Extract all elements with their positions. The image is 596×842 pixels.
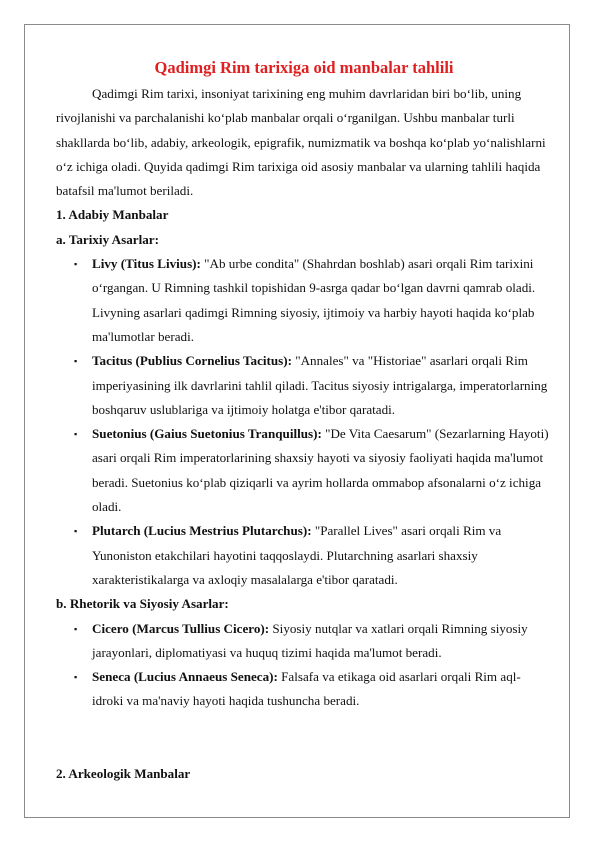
list-item (56, 617, 552, 666)
item-text: Falsafa va etikaga oid asarlari orqali Rim aql-idroki va ma'naviy hayoti haqida tushuncha beradi. (92, 669, 521, 709)
bullet-icon: ▪ (74, 429, 78, 440)
author-name: Plutarch (Lucius Mestrius Plutarchus): (92, 523, 312, 539)
section-heading-archaeological: 2. Arkeologik Manbalar (56, 765, 191, 781)
item-text: "Ab urbe condita" (Shahrdan boshlab) asari orqali Rim tarixini o‘rgangan. U Rimning tashkil topishidan 9-asrga qadar bo‘lgan davrni qamrab oladi. Livyning asarlari qadimgi Rimning siyosiy, ijtimoiy va harbiy hayoti haqida ko‘plab ma'lumotlar beradi. (92, 256, 536, 344)
bullet-icon: ▪ (74, 526, 78, 537)
author-name: Suetonius (Gaius Suetonius Tranquillus): (92, 426, 322, 442)
bullet-icon: ▪ (74, 356, 78, 367)
list-item (56, 252, 552, 349)
bullet-icon: ▪ (74, 672, 78, 683)
document-body (56, 56, 552, 786)
rhetoric-works-list (56, 617, 552, 714)
item-text: "Annales" va "Historiae" asarlari orqali Rim imperiyasining ilk davrlarini tahlil qiladi. Tacitus siyosiy intrigalarga, imperatorlarning boshqaruv uslublariga va ijtimoiy holatga e'tibor qaratadi. (92, 353, 548, 417)
item-text: Siyosiy nutqlar va xatlari orqali Rimning siyosiy jarayonlari, diplomatiyasi va huquq tizimi haqida ma'lumot beradi. (92, 620, 528, 660)
author-name: Livy (Titus Livius): (92, 256, 201, 272)
list-item (56, 349, 552, 422)
author-name: Tacitus (Publius Cornelius Tacitus): (92, 353, 292, 369)
list-item (56, 665, 552, 714)
section-heading-literary: 1. Adabiy Manbalar (56, 207, 169, 223)
list-item (56, 519, 552, 592)
blank-space (56, 714, 552, 762)
item-text: "De Vita Caesarum" (Sezarlarning Hayoti) asari orqali Rim imperatorlarining shaxsiy hayoti va siyosiy faoliyati haqida ma'lumot beradi. Suetonius ko‘plab qiziqarli va ayrim hollarda ommabop afsonalarni o‘z ichiga oladi. (92, 426, 549, 515)
subsection-heading-rhetoric: b. Rhetorik va Siyosiy Asarlar: (56, 596, 229, 612)
subsection-heading-historical: a. Tarixiy Asarlar: (56, 231, 159, 247)
document-title: Qadimgi Rim tarixiga oid manbalar tahlili (154, 58, 454, 77)
historical-works-list (56, 252, 552, 592)
list-item (56, 422, 552, 519)
author-name: Seneca (Lucius Annaeus Seneca): (92, 669, 278, 685)
intro-paragraph: Qadimgi Rim tarixi, insoniyat tarixining eng muhim davrlaridan biri bo‘lib, uning rivojlanishi va parchalanishi ko‘plab manbalar orqali o‘rganilgan. Ushbu manbalar turli shakllarda bo‘lib, adabiy, arkeologik, epigrafik, numizmatik va boshqa ko‘plab yo‘nalishlarni o‘z ichiga oladi. Quyida qadimgi Rim tarixiga oid asosiy manbalar va ularning tahlili haqida batafsil ma'lumot beriladi. (56, 86, 546, 199)
author-name: Cicero (Marcus Tullius Cicero): (92, 620, 270, 636)
bullet-icon: ▪ (74, 259, 78, 270)
bullet-icon: ▪ (74, 623, 78, 634)
item-text: "Parallel Lives" asari orqali Rim va Yunoniston etakchilari hayotini taqqoslaydi. Plutarchning asarlari shaxsiy xarakteristikalarga va axloqiy masalalarga e'tibor qaratadi. (92, 523, 502, 587)
